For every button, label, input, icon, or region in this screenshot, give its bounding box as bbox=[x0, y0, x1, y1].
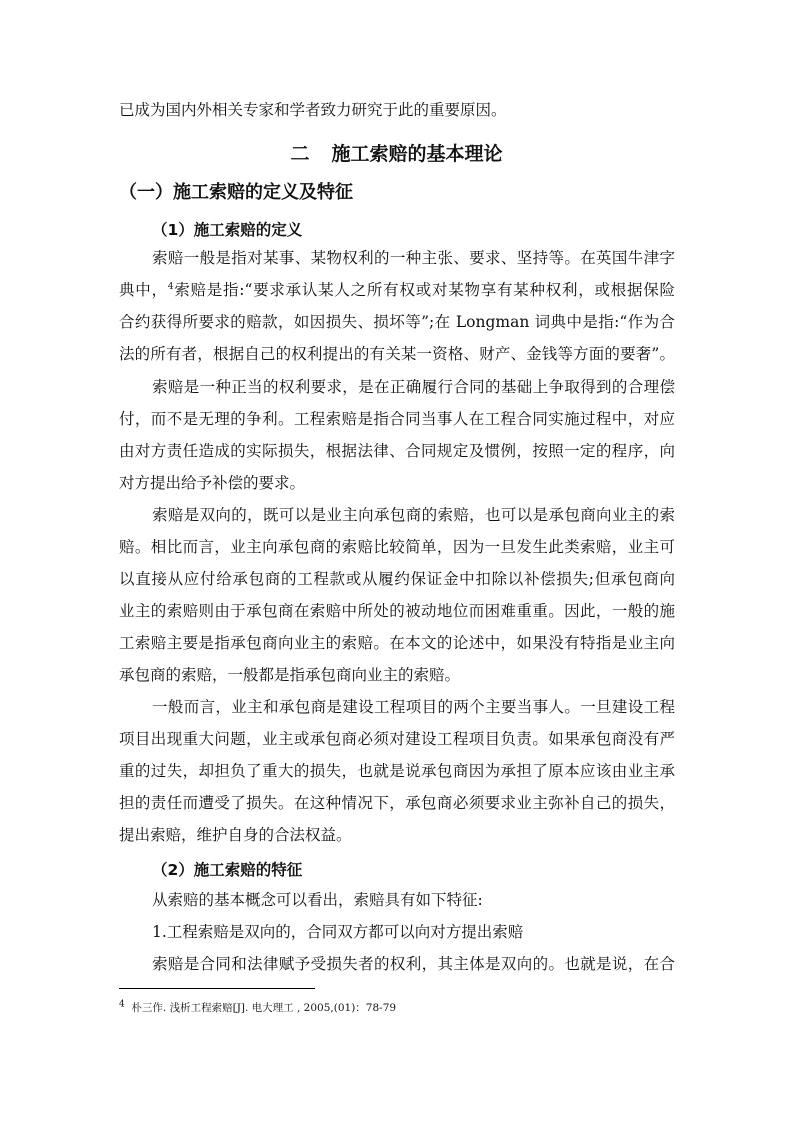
text-line: 业主的索赔则由于承包商在索赔中所处的被动地位而困难重重。因此，一般的施 bbox=[119, 602, 675, 620]
text-line: 法的所有者，根据自己的权利提出的有关某一资格、财产、金钱等方面的要奢”。 bbox=[119, 345, 675, 363]
text-line: 以直接从应付给承包商的工程款或从履约保证金中扣除以补偿损失;但承包商向 bbox=[119, 570, 675, 588]
text-line: 由对方责任造成的实际损失，根据法律、合同规定及惯例，按照一定的程序，向 bbox=[119, 442, 675, 460]
text-line: 承包商的索赔，一般都是指承包商向业主的索赔。 bbox=[119, 666, 461, 684]
subsubsection-heading-definition: （1）施工索赔的定义 bbox=[152, 221, 303, 239]
list-item: 1.工程索赔是双向的，合同双方都可以向对方提出索赔 bbox=[152, 923, 524, 941]
text-line: 对方提出给予补偿的要求。 bbox=[119, 474, 306, 492]
section-heading bbox=[0, 139, 793, 166]
text-line: 合约获得所要求的赔款，如因损失、损坏等”;在 Longman 词典中是指:“作为合 bbox=[119, 313, 675, 331]
text-line: 重的过失，却担负了重大的损失，也就是说承包商因为承担了原本应该由业主承 bbox=[119, 762, 675, 780]
text-span: 典中， bbox=[119, 281, 168, 299]
text-line: 项目出现重大问题，业主或承包商必须对建设工程项目负责。如果承包商没有严 bbox=[119, 730, 675, 748]
footnote-text: 朴三作. 浅析工程索赔[J]. 电大理工 , 2005,(01)：78-79 bbox=[131, 1002, 397, 1014]
footnote bbox=[119, 1001, 396, 1015]
text-line: 赔。相比而言，业主向承包商的索赔比较简单，因为一旦发生此类索赔，业主可 bbox=[119, 538, 675, 556]
section-title: 施工索赔的基本理论 bbox=[331, 143, 503, 165]
subsubsection-heading-features: （2）施工索赔的特征 bbox=[152, 861, 303, 879]
footnote-number: 4 bbox=[119, 999, 125, 1010]
text-line-with-footnote bbox=[119, 280, 675, 300]
text-line: 索赔一般是指对某事、某物权利的一种主张、要求、坚持等。在英国牛津字 bbox=[152, 249, 675, 267]
text-span: 索赔是指:“要求承认某人之所有权或对某物享有某种权利，或根据保险 bbox=[173, 281, 675, 299]
subsection-heading: （一）施工索赔的定义及特征 bbox=[119, 182, 353, 203]
text-line: 从索赔的基本概念可以看出，索赔具有如下特征: bbox=[152, 891, 483, 909]
text-line: 索赔是合同和法律赋予受损失者的权利，其主体是双向的。也就是说，在合 bbox=[152, 955, 675, 973]
text-line: 索赔是双向的，既可以是业主向承包商的索赔，也可以是承包商向业主的索 bbox=[152, 506, 675, 524]
text-line: 已成为国内外相关专家和学者致力研究于此的重要原因。 bbox=[119, 101, 507, 119]
text-line: 提出索赔，维护自身的合法权益。 bbox=[119, 826, 352, 844]
text-line: 索赔是一种正当的权利要求，是在正确履行合同的基础上争取得到的合理偿 bbox=[152, 378, 675, 396]
text-line: 付，而不是无理的争利。工程索赔是指合同当事人在工程合同实施过程中，对应 bbox=[119, 410, 675, 428]
section-number: 二 bbox=[290, 143, 310, 165]
text-line: 工索赔主要是指承包商向业主的索赔。在本文的论述中，如果没有特指是业主向 bbox=[119, 634, 675, 652]
text-line: 一般而言，业主和承包商是建设工程项目的两个主要当事人。一旦建设工程 bbox=[152, 698, 675, 716]
footnote-divider bbox=[119, 988, 315, 989]
footnote-marker: 4 bbox=[167, 281, 174, 292]
text-line: 担的责任而遭受了损失。在这种情况下，承包商必须要求业主弥补自己的损失， bbox=[119, 794, 675, 812]
